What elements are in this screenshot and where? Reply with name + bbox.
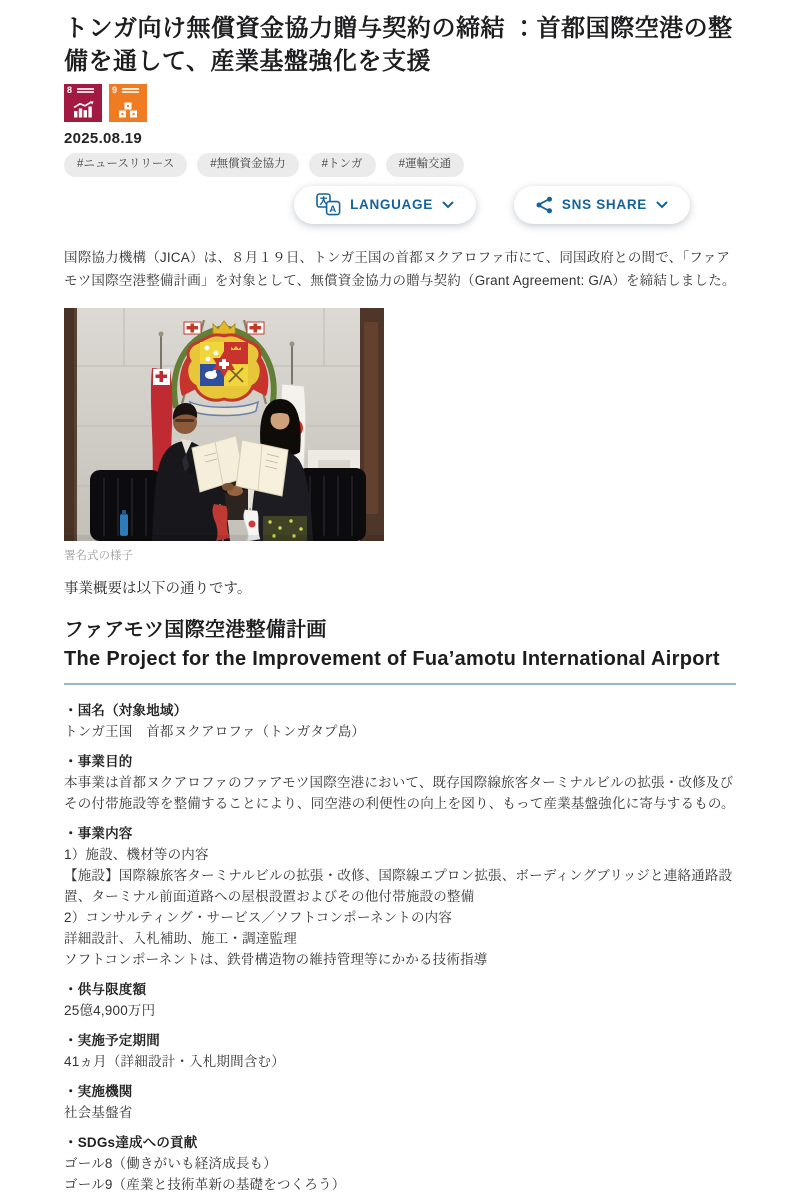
language-button[interactable] [294,186,476,224]
tag[interactable]: #無償資金協力 [197,153,298,177]
project-heading [64,616,736,685]
signing-ceremony-photo [64,308,384,541]
detail-text: 1）施設、機材等の内容 [64,846,209,862]
language-button-label: LANGUAGE [350,197,433,213]
action-buttons [64,186,736,224]
intro-paragraph: 国際協力機構（JICA）は、８月１９日、トンガ王国の首都ヌクアロファ市にて、同国政府との間で、「ファアモツ国際空港整備計画」を対象として、無償資金協力の贈与契約（Grant Agreement: G/A）を締結しました。 [64,249,736,288]
detail-label: ・供与限度額 [64,981,147,997]
detail-label: ・実施予定期間 [64,1032,160,1048]
translate-icon [316,193,341,216]
chevron-down-icon [442,201,454,209]
detail-text: 詳細設計、入札補助、施工・調達監理 [64,930,297,946]
sdg-label-marks [122,88,139,94]
tag[interactable]: #ニュースリリース [64,153,187,177]
photo-caption: 署名式の様子 [64,549,133,562]
page-title: トンガ向け無償資金協力贈与契約の締結 ：首都国際空港の整備を通して、産業基盤強化を支援 [64,15,733,75]
sns-share-button-label: SNS SHARE [561,197,647,213]
detail-text: 社会基盤省 [64,1104,133,1120]
sns-share-button[interactable] [514,186,690,224]
detail-section [64,700,736,742]
tag-list [64,153,736,177]
chevron-down-icon [656,201,668,209]
overview-lead: 事業概要は以下の通りです。 [64,580,252,597]
detail-text: 本事業は首都ヌクアロファのファアモツ国際空港において、既存国際線旅客ターミナルビルの拡張・改修及びその付帯施設等を整備することにより、同空港の利便性の向上を図り、もって産業基盤強化に寄与するもの。 [64,774,735,811]
detail-text: 25億4,900万円 [64,1002,156,1018]
svg-text:A: A [329,204,337,216]
detail-text: 41ヵ月（詳細設計・入札期間含む） [64,1053,285,1069]
detail-section [64,751,736,814]
detail-text: ソフトコンポーネントは、鉄骨構造物の維持管理等にかかる技術指導 [64,951,488,967]
detail-text: 【施設】国際線旅客ターミナルビルの拡張・改修、国際線エプロン拡張、ボーディングブリッジと連絡通路設置、ターミナル前面道路への屋根設置およびその他付帯施設の整備 [64,867,733,904]
detail-text: トンガ王国 首都ヌクアロファ（トンガタプ島） [64,723,366,739]
detail-text: ゴール9（産業と技術革新の基礎をつくろう） [64,1176,346,1192]
sdg-number: 8 [67,85,73,95]
project-title-en: The Project for the Improvement of Fua’amotu International Airport [64,647,720,670]
sdg-goal-9-icon [109,84,147,122]
sdg-icon-row [64,84,736,122]
project-title-ja: ファアモツ国際空港整備計画 [64,618,327,641]
detail-label: ・国名（対象地域） [64,702,188,718]
project-sections [64,700,736,1195]
share-icon [536,196,553,214]
detail-section [64,1132,736,1195]
detail-label: ・事業内容 [64,825,133,841]
detail-section [64,979,736,1021]
detail-section [64,1081,736,1123]
detail-text: 2）コンサルティング・サービス／ソフトコンポーネントの内容 [64,909,453,925]
detail-section [64,823,736,970]
bar-chart-growth-icon [72,101,94,118]
detail-text: ゴール8（働きがいも経済成長も） [64,1155,277,1171]
sdg-label-marks [77,88,94,94]
tag[interactable]: #トンガ [309,153,376,177]
sdg-goal-8-icon [64,84,102,122]
sdg-number: 9 [112,85,118,95]
detail-label: ・実施機関 [64,1083,133,1099]
detail-label: ・SDGs達成への貢献 [64,1134,198,1150]
article-photo-figure [64,308,384,563]
detail-section [64,1030,736,1072]
industry-cubes-icon [118,102,138,118]
publish-date: 2025.08.19 [64,130,143,147]
detail-label: ・事業目的 [64,753,133,769]
tag[interactable]: #運輸交通 [386,153,464,177]
